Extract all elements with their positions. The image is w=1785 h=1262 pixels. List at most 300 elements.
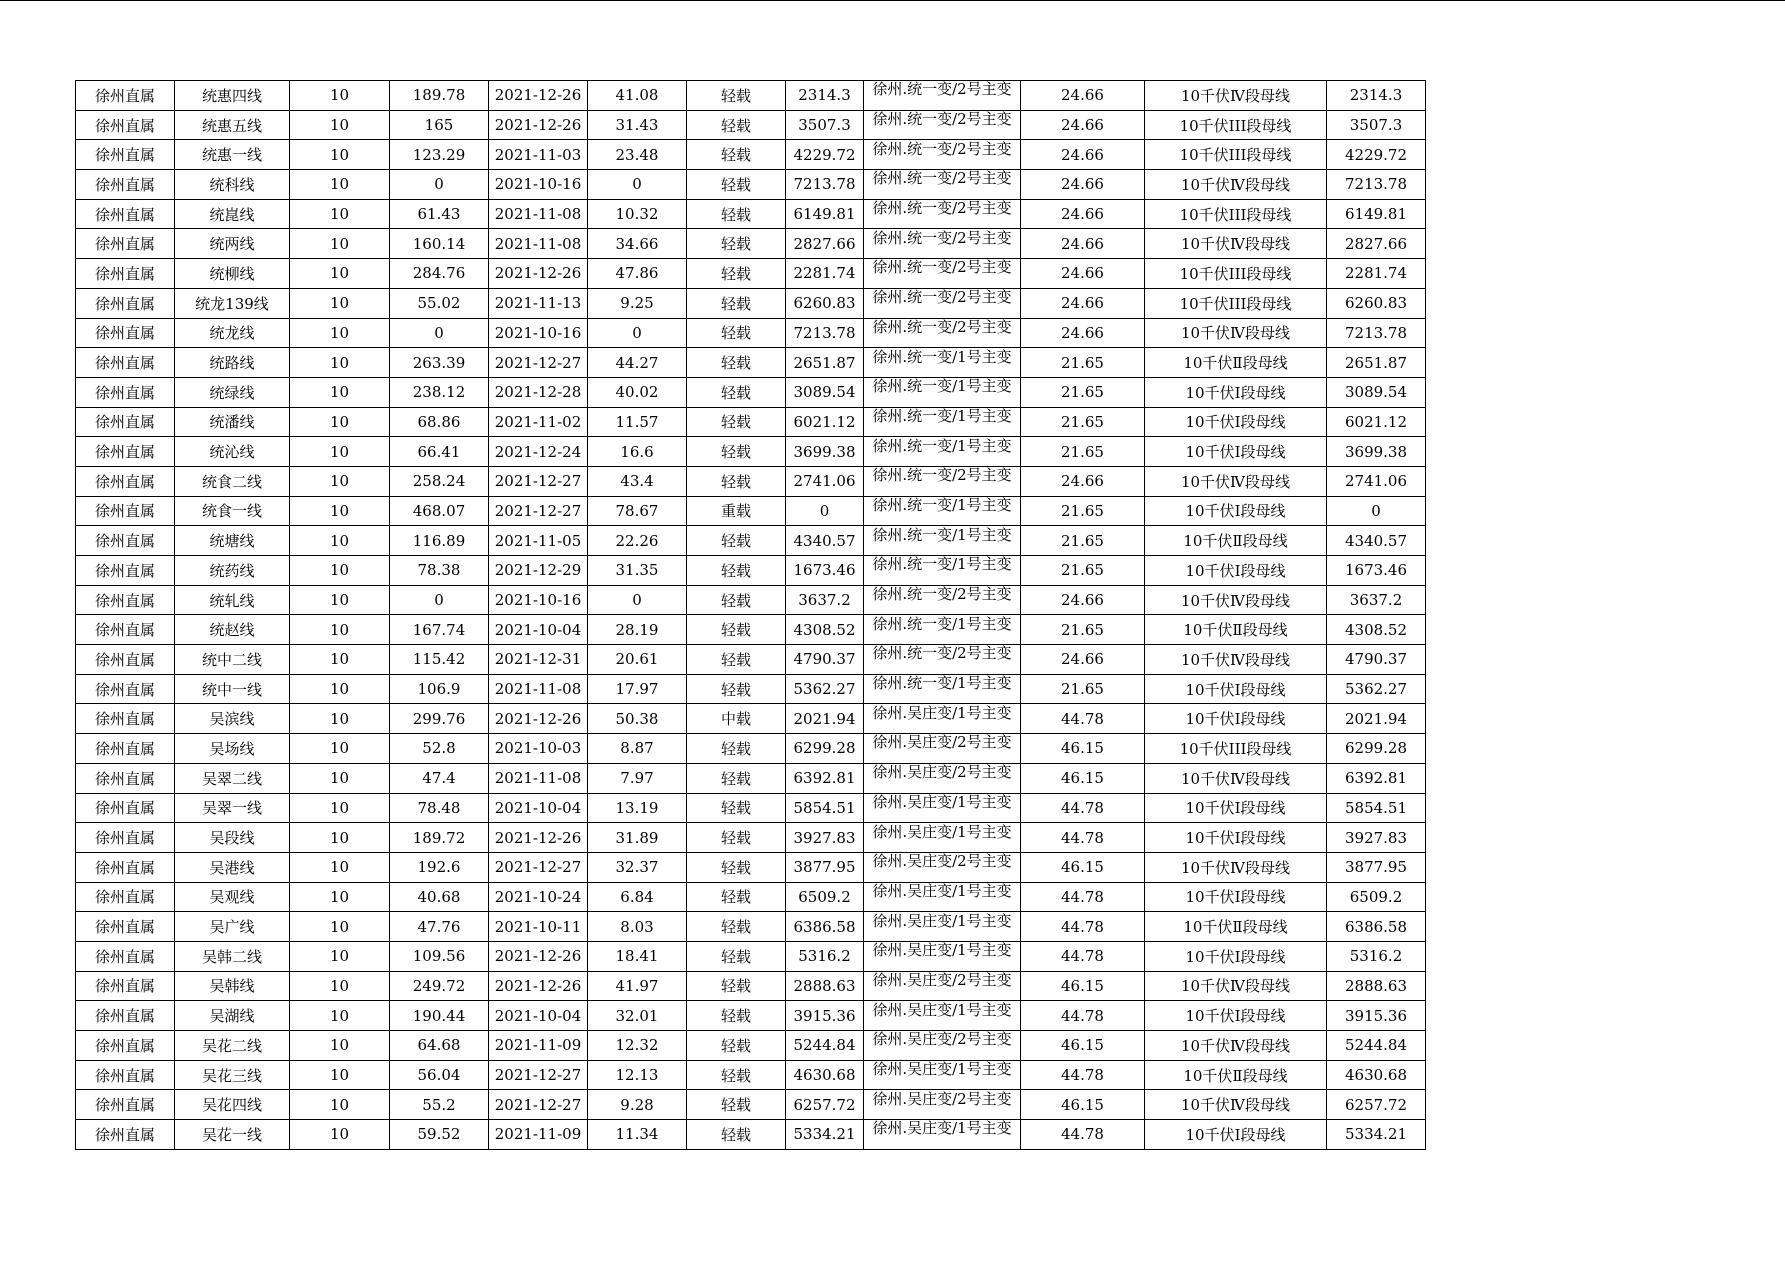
table-row	[76, 674, 1426, 704]
capacity-cell: 7213.78	[1327, 318, 1426, 348]
transformer-text: 徐州.统一变/1号主变	[872, 556, 1012, 574]
capacity-cell: 2741.06	[1327, 466, 1426, 496]
transformer-load-cell: 44.78	[1021, 1001, 1145, 1031]
company-cell: 徐州直属	[76, 110, 175, 140]
line-name-cell: 统龙139线	[175, 288, 290, 318]
current-cell: 61.43	[390, 199, 489, 229]
load-status-cell: 轻载	[687, 259, 786, 289]
transformer-load-cell: 24.66	[1021, 466, 1145, 496]
bus-cell: 10千伏Ⅳ段母线	[1145, 852, 1327, 882]
current-cell: 115.42	[390, 645, 489, 675]
load-status-cell: 轻载	[687, 1120, 786, 1150]
load-status-cell: 轻载	[687, 377, 786, 407]
transformer-cell	[864, 852, 1021, 882]
line-name-cell: 统中一线	[175, 674, 290, 704]
table-row	[76, 170, 1426, 200]
transformer-cell	[864, 437, 1021, 467]
load-rate-cell: 8.87	[588, 734, 687, 764]
company-cell: 徐州直属	[76, 288, 175, 318]
date-cell: 2021-12-26	[489, 823, 588, 853]
load-status-cell: 轻载	[687, 348, 786, 378]
bus-cell: 10千伏Ⅰ段母线	[1145, 704, 1327, 734]
transformer-cell	[864, 1060, 1021, 1090]
bus-cell: 10千伏Ⅳ段母线	[1145, 585, 1327, 615]
line-name-cell: 统崑线	[175, 199, 290, 229]
load-rate-cell: 16.6	[588, 437, 687, 467]
voltage-cell: 10	[290, 852, 390, 882]
date-cell: 2021-12-27	[489, 466, 588, 496]
load-rate-cell: 50.38	[588, 704, 687, 734]
current-cell: 106.9	[390, 674, 489, 704]
transformer-text: 徐州.吴庄变/1号主变	[872, 704, 1012, 722]
transformer-load-cell: 46.15	[1021, 1031, 1145, 1061]
transformer-cell	[864, 1090, 1021, 1120]
transformer-load-cell: 24.66	[1021, 199, 1145, 229]
transformer-load-cell: 24.66	[1021, 229, 1145, 259]
line-name-cell: 统潘线	[175, 407, 290, 437]
load-rate-cell: 9.28	[588, 1090, 687, 1120]
load-rate-cell: 22.26	[588, 526, 687, 556]
table-row	[76, 971, 1426, 1001]
margin-cell: 2281.74	[786, 259, 864, 289]
current-cell: 192.6	[390, 852, 489, 882]
transformer-load-cell: 24.66	[1021, 170, 1145, 200]
margin-cell: 3927.83	[786, 823, 864, 853]
load-rate-cell: 12.32	[588, 1031, 687, 1061]
transformer-text: 徐州.统一变/2号主变	[872, 81, 1012, 99]
transformer-load-cell: 44.78	[1021, 1120, 1145, 1150]
date-cell: 2021-10-16	[489, 585, 588, 615]
line-name-cell: 统惠四线	[175, 81, 290, 111]
capacity-cell: 2281.74	[1327, 259, 1426, 289]
voltage-cell: 10	[290, 823, 390, 853]
table-row	[76, 526, 1426, 556]
company-cell: 徐州直属	[76, 199, 175, 229]
transformer-cell	[864, 526, 1021, 556]
load-rate-cell: 8.03	[588, 912, 687, 942]
margin-cell: 1673.46	[786, 556, 864, 586]
transformer-text: 徐州.吴庄变/2号主变	[872, 1090, 1012, 1108]
transformer-cell	[864, 585, 1021, 615]
bus-cell: 10千伏Ⅰ段母线	[1145, 437, 1327, 467]
line-name-cell: 统赵线	[175, 615, 290, 645]
current-cell: 238.12	[390, 377, 489, 407]
current-cell: 64.68	[390, 1031, 489, 1061]
table-row	[76, 615, 1426, 645]
transformer-cell	[864, 823, 1021, 853]
transformer-cell	[864, 318, 1021, 348]
company-cell: 徐州直属	[76, 882, 175, 912]
current-cell: 0	[390, 585, 489, 615]
load-rate-cell: 41.08	[588, 81, 687, 111]
bus-cell: 10千伏III段母线	[1145, 734, 1327, 764]
table-row	[76, 556, 1426, 586]
margin-cell: 6299.28	[786, 734, 864, 764]
bus-cell: 10千伏Ⅱ段母线	[1145, 348, 1327, 378]
current-cell: 40.68	[390, 882, 489, 912]
load-status-cell: 轻载	[687, 1060, 786, 1090]
current-cell: 78.38	[390, 556, 489, 586]
table-row	[76, 229, 1426, 259]
load-rate-cell: 7.97	[588, 763, 687, 793]
transformer-text: 徐州.吴庄变/1号主变	[872, 1001, 1012, 1019]
capacity-cell: 7213.78	[1327, 170, 1426, 200]
table-row	[76, 704, 1426, 734]
load-status-cell: 轻载	[687, 971, 786, 1001]
transformer-load-cell: 44.78	[1021, 704, 1145, 734]
table-row	[76, 645, 1426, 675]
voltage-cell: 10	[290, 1001, 390, 1031]
transformer-load-cell: 24.66	[1021, 645, 1145, 675]
date-cell: 2021-12-27	[489, 1090, 588, 1120]
transformer-cell	[864, 170, 1021, 200]
transformer-text: 徐州.统一变/2号主变	[872, 200, 1012, 218]
transformer-load-cell: 24.66	[1021, 81, 1145, 111]
company-cell: 徐州直属	[76, 81, 175, 111]
date-cell: 2021-12-29	[489, 556, 588, 586]
transformer-cell	[864, 496, 1021, 526]
table-row	[76, 823, 1426, 853]
transformer-cell	[864, 259, 1021, 289]
voltage-cell: 10	[290, 377, 390, 407]
company-cell: 徐州直属	[76, 1001, 175, 1031]
margin-cell: 4630.68	[786, 1060, 864, 1090]
table-row	[76, 140, 1426, 170]
bus-cell: 10千伏Ⅰ段母线	[1145, 882, 1327, 912]
bus-cell: 10千伏III段母线	[1145, 199, 1327, 229]
voltage-cell: 10	[290, 259, 390, 289]
line-name-cell: 统龙线	[175, 318, 290, 348]
load-rate-cell: 40.02	[588, 377, 687, 407]
date-cell: 2021-12-24	[489, 437, 588, 467]
transformer-load-cell: 44.78	[1021, 882, 1145, 912]
capacity-cell: 2651.87	[1327, 348, 1426, 378]
bus-cell: 10千伏Ⅳ段母线	[1145, 1031, 1327, 1061]
company-cell: 徐州直属	[76, 377, 175, 407]
load-status-cell: 轻载	[687, 1031, 786, 1061]
capacity-cell: 3877.95	[1327, 852, 1426, 882]
load-status-cell: 轻载	[687, 288, 786, 318]
transformer-load-cell: 44.78	[1021, 941, 1145, 971]
line-name-cell: 统路线	[175, 348, 290, 378]
bus-cell: 10千伏Ⅱ段母线	[1145, 1060, 1327, 1090]
transformer-text: 徐州.吴庄变/2号主变	[872, 764, 1012, 782]
capacity-cell: 4308.52	[1327, 615, 1426, 645]
load-rate-cell: 10.32	[588, 199, 687, 229]
transformer-cell	[864, 971, 1021, 1001]
transformer-cell	[864, 1031, 1021, 1061]
transformer-load-cell: 46.15	[1021, 1090, 1145, 1120]
company-cell: 徐州直属	[76, 793, 175, 823]
current-cell: 160.14	[390, 229, 489, 259]
margin-cell: 4340.57	[786, 526, 864, 556]
load-rate-cell: 13.19	[588, 793, 687, 823]
load-rate-cell: 31.43	[588, 110, 687, 140]
voltage-cell: 10	[290, 199, 390, 229]
current-cell: 52.8	[390, 734, 489, 764]
current-cell: 165	[390, 110, 489, 140]
feeder-load-table	[75, 80, 1426, 1150]
capacity-cell: 6386.58	[1327, 912, 1426, 942]
load-status-cell: 轻载	[687, 674, 786, 704]
line-name-cell: 吴花一线	[175, 1120, 290, 1150]
voltage-cell: 10	[290, 941, 390, 971]
table-row	[76, 110, 1426, 140]
margin-cell: 2651.87	[786, 348, 864, 378]
transformer-load-cell: 46.15	[1021, 763, 1145, 793]
capacity-cell: 4229.72	[1327, 140, 1426, 170]
transformer-load-cell: 24.66	[1021, 140, 1145, 170]
date-cell: 2021-12-27	[489, 348, 588, 378]
transformer-cell	[864, 793, 1021, 823]
bus-cell: 10千伏Ⅰ段母线	[1145, 793, 1327, 823]
table-row	[76, 318, 1426, 348]
load-status-cell: 轻载	[687, 318, 786, 348]
load-rate-cell: 32.01	[588, 1001, 687, 1031]
company-cell: 徐州直属	[76, 585, 175, 615]
voltage-cell: 10	[290, 556, 390, 586]
date-cell: 2021-10-24	[489, 882, 588, 912]
bus-cell: 10千伏Ⅳ段母线	[1145, 1090, 1327, 1120]
margin-cell: 6149.81	[786, 199, 864, 229]
load-rate-cell: 11.34	[588, 1120, 687, 1150]
transformer-load-cell: 44.78	[1021, 912, 1145, 942]
date-cell: 2021-10-11	[489, 912, 588, 942]
current-cell: 55.2	[390, 1090, 489, 1120]
current-cell: 263.39	[390, 348, 489, 378]
transformer-cell	[864, 882, 1021, 912]
table-row	[76, 882, 1426, 912]
line-name-cell: 吴段线	[175, 823, 290, 853]
capacity-cell: 4340.57	[1327, 526, 1426, 556]
top-border-line	[0, 0, 1785, 1]
transformer-text: 徐州.吴庄变/1号主变	[872, 793, 1012, 811]
load-status-cell: 轻载	[687, 585, 786, 615]
bus-cell: 10千伏Ⅰ段母线	[1145, 1120, 1327, 1150]
date-cell: 2021-12-27	[489, 852, 588, 882]
transformer-text: 徐州.统一变/1号主变	[872, 378, 1012, 396]
margin-cell: 5362.27	[786, 674, 864, 704]
transformer-text: 徐州.统一变/2号主变	[872, 170, 1012, 188]
transformer-cell	[864, 110, 1021, 140]
voltage-cell: 10	[290, 971, 390, 1001]
transformer-load-cell: 24.66	[1021, 259, 1145, 289]
table-row	[76, 1001, 1426, 1031]
bus-cell: 10千伏Ⅳ段母线	[1145, 229, 1327, 259]
current-cell: 167.74	[390, 615, 489, 645]
transformer-cell	[864, 1001, 1021, 1031]
date-cell: 2021-12-27	[489, 1060, 588, 1090]
margin-cell: 2827.66	[786, 229, 864, 259]
transformer-load-cell: 46.15	[1021, 734, 1145, 764]
load-rate-cell: 32.37	[588, 852, 687, 882]
line-name-cell: 吴翠一线	[175, 793, 290, 823]
capacity-cell: 2888.63	[1327, 971, 1426, 1001]
company-cell: 徐州直属	[76, 259, 175, 289]
load-status-cell: 轻载	[687, 466, 786, 496]
bus-cell: 10千伏III段母线	[1145, 140, 1327, 170]
table-row	[76, 437, 1426, 467]
capacity-cell: 6260.83	[1327, 288, 1426, 318]
voltage-cell: 10	[290, 674, 390, 704]
table-row	[76, 734, 1426, 764]
company-cell: 徐州直属	[76, 852, 175, 882]
load-status-cell: 轻载	[687, 763, 786, 793]
transformer-text: 徐州.吴庄变/2号主变	[872, 1031, 1012, 1049]
bus-cell: 10千伏Ⅰ段母线	[1145, 556, 1327, 586]
current-cell: 47.4	[390, 763, 489, 793]
company-cell: 徐州直属	[76, 1120, 175, 1150]
table-row	[76, 288, 1426, 318]
margin-cell: 2888.63	[786, 971, 864, 1001]
transformer-load-cell: 46.15	[1021, 852, 1145, 882]
load-rate-cell: 11.57	[588, 407, 687, 437]
voltage-cell: 10	[290, 734, 390, 764]
capacity-cell: 2021.94	[1327, 704, 1426, 734]
line-name-cell: 吴韩二线	[175, 941, 290, 971]
margin-cell: 3699.38	[786, 437, 864, 467]
transformer-text: 徐州.统一变/1号主变	[872, 526, 1012, 544]
margin-cell: 5854.51	[786, 793, 864, 823]
current-cell: 299.76	[390, 704, 489, 734]
line-name-cell: 统惠五线	[175, 110, 290, 140]
load-rate-cell: 12.13	[588, 1060, 687, 1090]
current-cell: 47.76	[390, 912, 489, 942]
company-cell: 徐州直属	[76, 437, 175, 467]
transformer-cell	[864, 645, 1021, 675]
date-cell: 2021-12-28	[489, 377, 588, 407]
load-rate-cell: 34.66	[588, 229, 687, 259]
voltage-cell: 10	[290, 407, 390, 437]
load-status-cell: 轻载	[687, 823, 786, 853]
company-cell: 徐州直属	[76, 941, 175, 971]
current-cell: 68.86	[390, 407, 489, 437]
line-name-cell: 吴滨线	[175, 704, 290, 734]
line-name-cell: 吴湖线	[175, 1001, 290, 1031]
transformer-text: 徐州.统一变/1号主变	[872, 348, 1012, 366]
capacity-cell: 5244.84	[1327, 1031, 1426, 1061]
voltage-cell: 10	[290, 348, 390, 378]
load-status-cell: 轻载	[687, 1001, 786, 1031]
current-cell: 258.24	[390, 466, 489, 496]
date-cell: 2021-12-26	[489, 941, 588, 971]
load-status-cell: 轻载	[687, 615, 786, 645]
voltage-cell: 10	[290, 526, 390, 556]
load-rate-cell: 18.41	[588, 941, 687, 971]
margin-cell: 4308.52	[786, 615, 864, 645]
margin-cell: 6260.83	[786, 288, 864, 318]
transformer-cell	[864, 199, 1021, 229]
date-cell: 2021-11-08	[489, 229, 588, 259]
capacity-cell: 1673.46	[1327, 556, 1426, 586]
transformer-load-cell: 24.66	[1021, 288, 1145, 318]
company-cell: 徐州直属	[76, 1090, 175, 1120]
margin-cell: 7213.78	[786, 170, 864, 200]
table-row	[76, 199, 1426, 229]
transformer-text: 徐州.统一变/2号主变	[872, 586, 1012, 604]
date-cell: 2021-12-26	[489, 971, 588, 1001]
load-status-cell: 轻载	[687, 81, 786, 111]
date-cell: 2021-10-03	[489, 734, 588, 764]
capacity-cell: 5316.2	[1327, 941, 1426, 971]
line-name-cell: 吴韩线	[175, 971, 290, 1001]
capacity-cell: 6392.81	[1327, 763, 1426, 793]
company-cell: 徐州直属	[76, 318, 175, 348]
margin-cell: 4790.37	[786, 645, 864, 675]
line-name-cell: 吴花四线	[175, 1090, 290, 1120]
capacity-cell: 6257.72	[1327, 1090, 1426, 1120]
transformer-cell	[864, 1120, 1021, 1150]
date-cell: 2021-12-26	[489, 704, 588, 734]
transformer-load-cell: 44.78	[1021, 1060, 1145, 1090]
transformer-text: 徐州.统一变/2号主变	[872, 645, 1012, 663]
company-cell: 徐州直属	[76, 556, 175, 586]
table-row	[76, 377, 1426, 407]
load-status-cell: 轻载	[687, 1090, 786, 1120]
voltage-cell: 10	[290, 437, 390, 467]
current-cell: 190.44	[390, 1001, 489, 1031]
margin-cell: 5316.2	[786, 941, 864, 971]
line-name-cell: 吴观线	[175, 882, 290, 912]
bus-cell: 10千伏Ⅳ段母线	[1145, 318, 1327, 348]
margin-cell: 7213.78	[786, 318, 864, 348]
transformer-cell	[864, 288, 1021, 318]
transformer-load-cell: 21.65	[1021, 496, 1145, 526]
transformer-cell	[864, 81, 1021, 111]
load-status-cell: 重载	[687, 496, 786, 526]
date-cell: 2021-10-04	[489, 793, 588, 823]
capacity-cell: 5334.21	[1327, 1120, 1426, 1150]
voltage-cell: 10	[290, 110, 390, 140]
load-status-cell: 轻载	[687, 882, 786, 912]
date-cell: 2021-12-26	[489, 259, 588, 289]
transformer-cell	[864, 704, 1021, 734]
transformer-cell	[864, 348, 1021, 378]
capacity-cell: 3637.2	[1327, 585, 1426, 615]
line-name-cell: 吴广线	[175, 912, 290, 942]
date-cell: 2021-12-26	[489, 81, 588, 111]
margin-cell: 4229.72	[786, 140, 864, 170]
load-rate-cell: 0	[588, 585, 687, 615]
table-row	[76, 1060, 1426, 1090]
capacity-cell: 3507.3	[1327, 110, 1426, 140]
voltage-cell: 10	[290, 882, 390, 912]
company-cell: 徐州直属	[76, 763, 175, 793]
voltage-cell: 10	[290, 793, 390, 823]
transformer-load-cell: 24.66	[1021, 318, 1145, 348]
transformer-load-cell: 21.65	[1021, 526, 1145, 556]
line-name-cell: 统药线	[175, 556, 290, 586]
current-cell: 249.72	[390, 971, 489, 1001]
load-rate-cell: 31.89	[588, 823, 687, 853]
current-cell: 0	[390, 318, 489, 348]
bus-cell: 10千伏Ⅳ段母线	[1145, 170, 1327, 200]
bus-cell: 10千伏Ⅳ段母线	[1145, 763, 1327, 793]
current-cell: 59.52	[390, 1120, 489, 1150]
date-cell: 2021-11-05	[489, 526, 588, 556]
date-cell: 2021-10-04	[489, 1001, 588, 1031]
voltage-cell: 10	[290, 763, 390, 793]
transformer-cell	[864, 556, 1021, 586]
table-row	[76, 496, 1426, 526]
load-rate-cell: 41.97	[588, 971, 687, 1001]
transformer-text: 徐州.吴庄变/2号主变	[872, 971, 1012, 989]
company-cell: 徐州直属	[76, 823, 175, 853]
line-name-cell: 吴场线	[175, 734, 290, 764]
line-name-cell: 统惠一线	[175, 140, 290, 170]
transformer-cell	[864, 140, 1021, 170]
company-cell: 徐州直属	[76, 971, 175, 1001]
